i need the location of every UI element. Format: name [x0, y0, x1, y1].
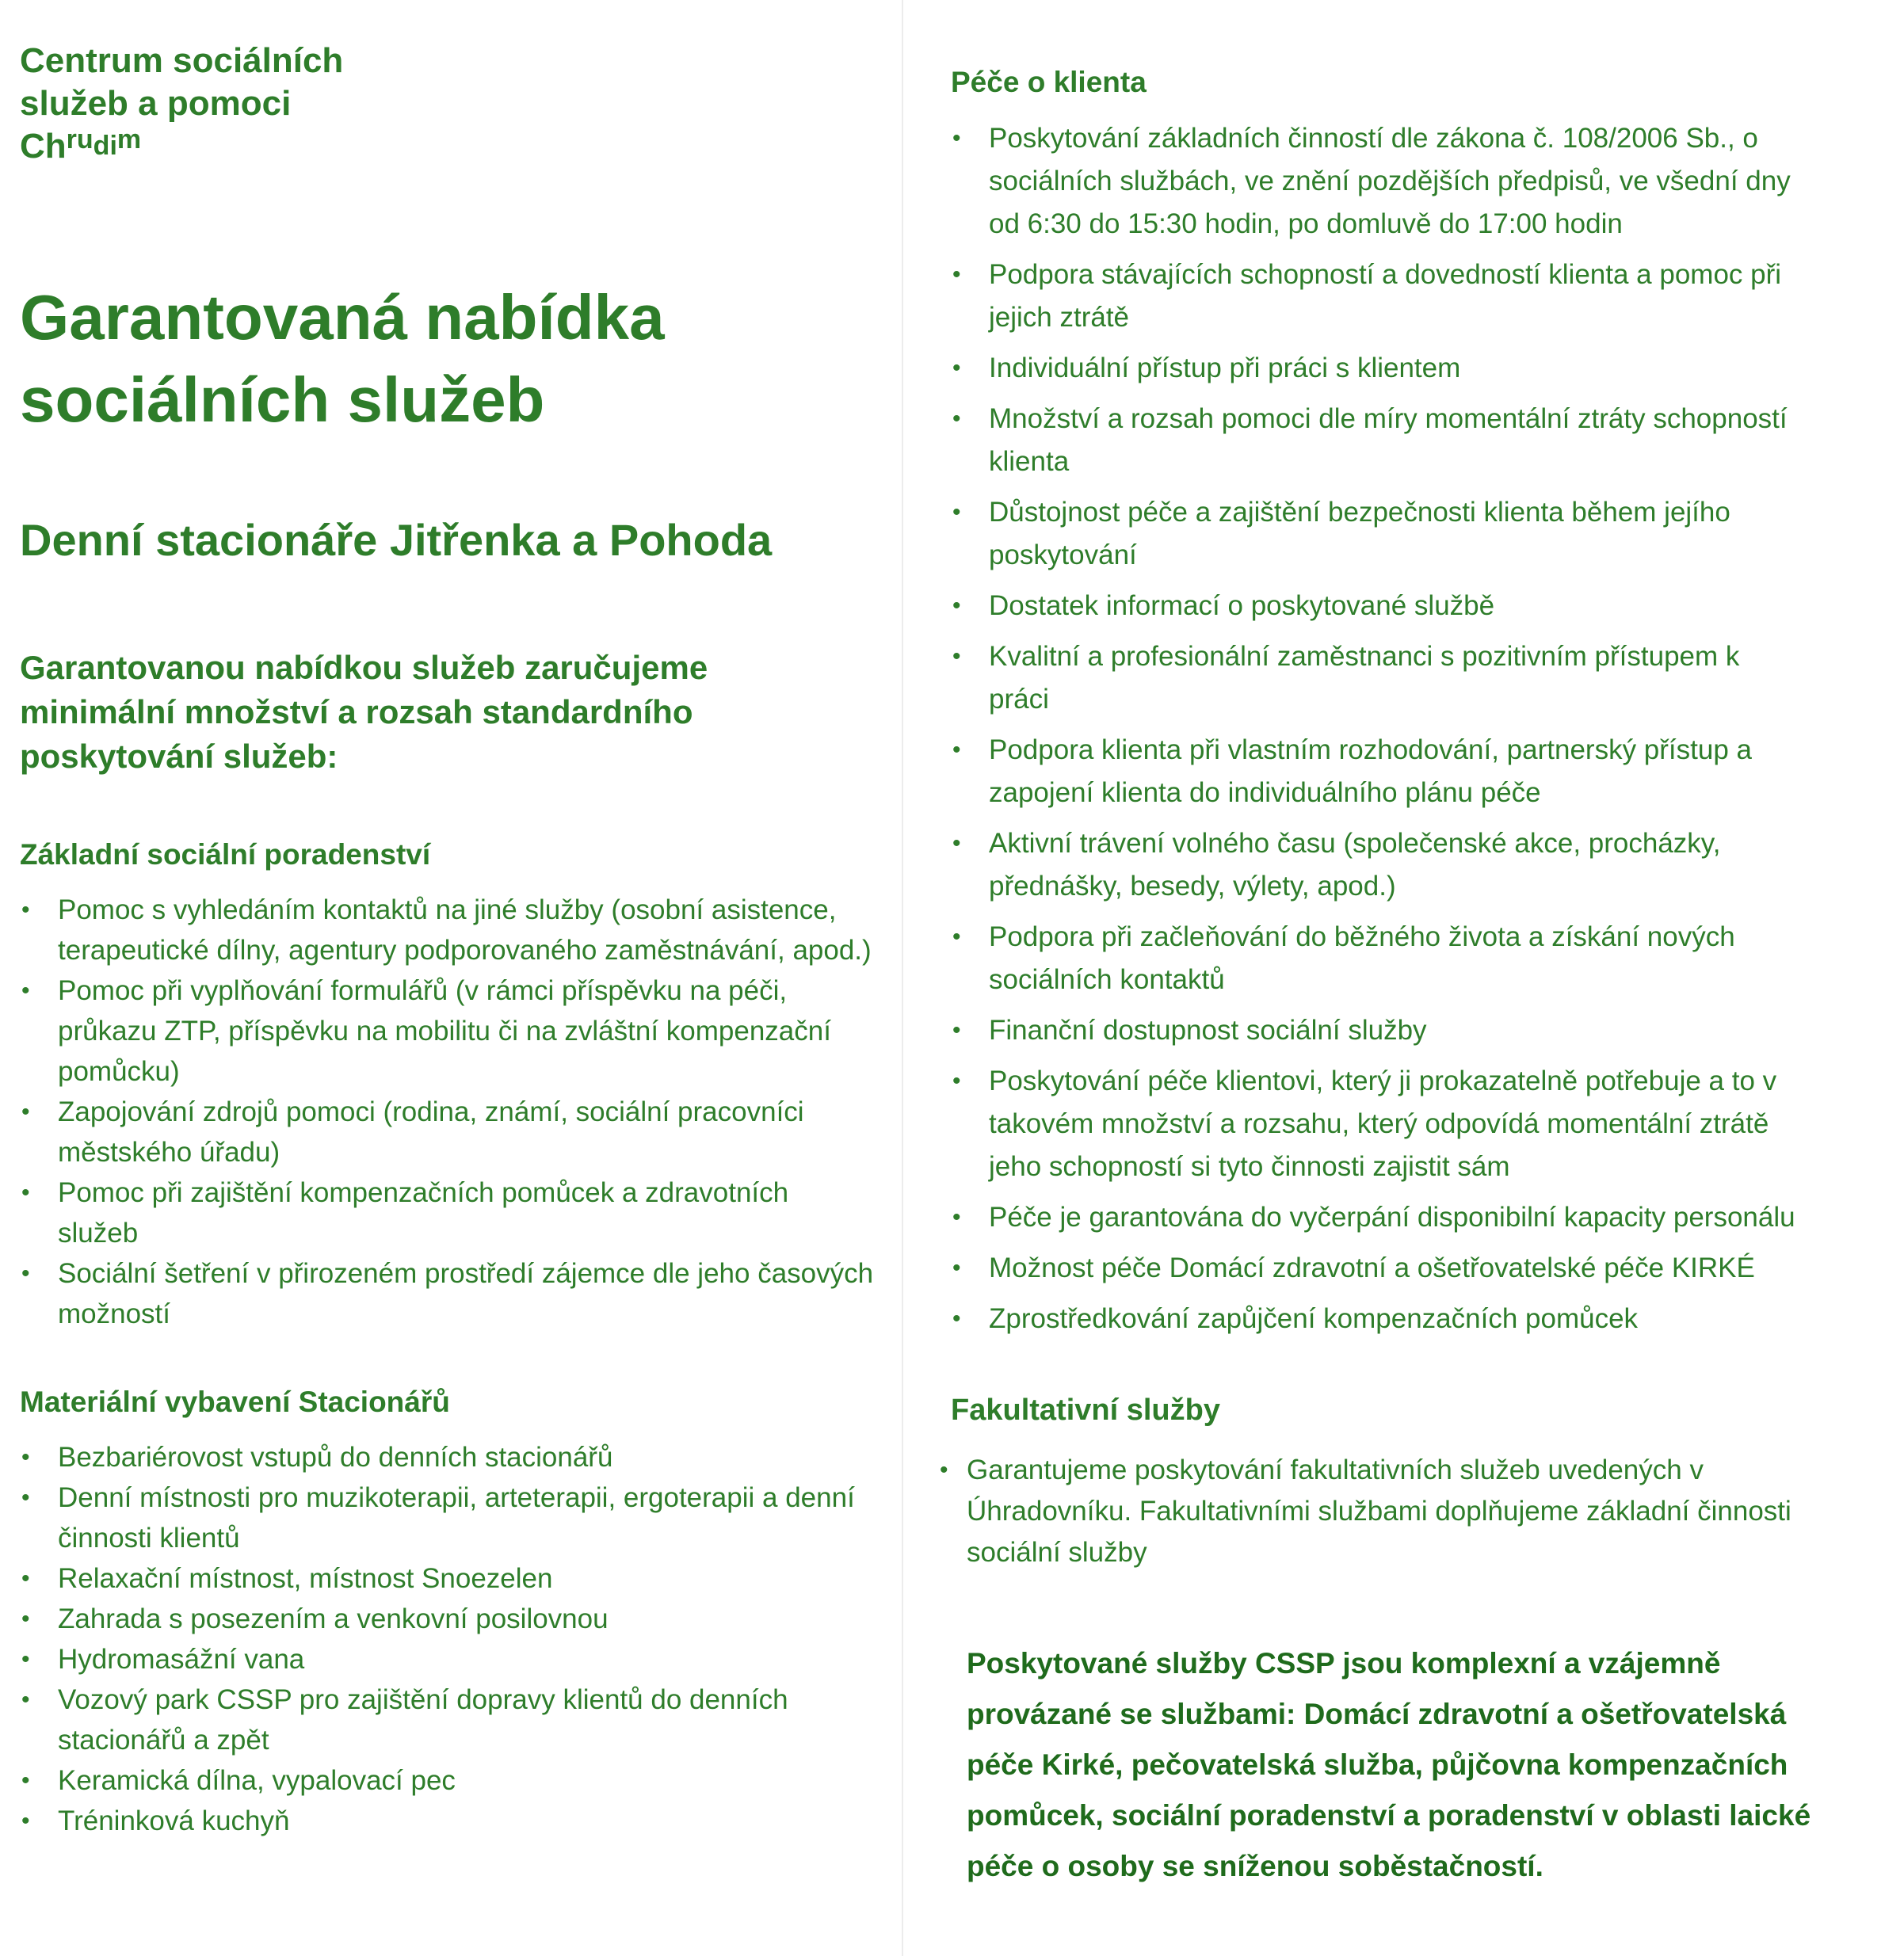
list-item: • Pomoc při vyplňování formulářů (v rámci příspěvku na péči, průkazu ZTP, příspěvku na mobilitu či na zvláštní kompenzační pomůcku) [20, 970, 876, 1092]
right-column [951, 63, 1811, 1892]
intro-text [20, 646, 876, 779]
material-equipment-list [20, 1437, 876, 1841]
page-title [20, 276, 876, 441]
intro-line-3: poskytování služeb: [20, 738, 338, 775]
list-item: • Keramická dílna, vypalovací pec [20, 1760, 876, 1801]
intro-line-2: minimální množství a rozsah standardního [20, 693, 693, 730]
intro-line-1: Garantovanou nabídkou služeb zaručujeme [20, 649, 708, 686]
org-letter: r [66, 124, 77, 154]
org-letter: m [116, 124, 142, 154]
list-item: • Finanční dostupnost sociální služby [951, 1009, 1807, 1052]
org-letter: Ch [20, 127, 67, 166]
section-heading-basic-counseling: Základní sociální poradenství [20, 838, 431, 871]
list-item: • Množství a rozsah pomoci dle míry momentální ztráty schopností klienta [951, 398, 1807, 483]
list-item: • Poskytování základních činností dle zákona č. 108/2006 Sb., o sociálních službách, ve znění pozdějších předpisů, ve všední dny od 6:30 do 15:30 hodin, po domluvě do 17:00 hodin [951, 117, 1807, 246]
list-item: • Garantujeme poskytování fakultativních služeb uvedených v Úhradovníku. Fakultativními službami doplňujeme základní činnosti sociální služby [951, 1450, 1807, 1573]
list-item: • Podpora klienta při vlastním rozhodování, partnerský přístup a zapojení klienta do individuálního plánu péče [951, 729, 1807, 814]
list-item: • Možnost péče Domácí zdravotní a ošetřovatelské péče KIRKÉ [951, 1247, 1807, 1290]
basic-counseling-list [20, 890, 876, 1334]
org-letter: u [76, 124, 93, 154]
list-item: • Péče je garantována do vyčerpání disponibilní kapacity personálu [951, 1196, 1807, 1239]
list-item: • Pomoc při zajištění kompenzačních pomůcek a zdravotních služeb [20, 1172, 876, 1253]
list-item: • Individuální přístup při práci s klientem [951, 347, 1807, 390]
page-fold-line [902, 0, 903, 1956]
org-line-3 [20, 125, 876, 170]
title-line-1: Garantovaná nabídka [20, 282, 665, 353]
organization-name [20, 40, 876, 170]
org-letter: d [93, 131, 110, 161]
list-item: • Zahrada s posezením a venkovní posilovnou [20, 1599, 876, 1639]
list-item: • Aktivní trávení volného času (společenské akce, procházky, přednášky, besedy, výlety, apod.) [951, 822, 1807, 908]
optional-services-list [951, 1450, 1807, 1573]
list-item: • Tréninková kuchyň [20, 1801, 876, 1841]
list-item: • Zprostředkování zapůjčení kompenzačních pomůcek [951, 1298, 1807, 1340]
section-heading-material-equipment: Materiální vybavení Stacionářů [20, 1386, 450, 1418]
list-item: • Denní místnosti pro muzikoterapii, arteterapii, ergoterapii a denní činnosti klientů [20, 1477, 876, 1558]
list-item: • Dostatek informací o poskytované službě [951, 585, 1807, 627]
client-care-list [951, 117, 1807, 1340]
section-heading-client-care: Péče o klienta [951, 66, 1147, 98]
list-item: • Kvalitní a profesionální zaměstnanci s pozitivním přístupem k práci [951, 635, 1807, 721]
list-item: • Bezbariérovost vstupů do denních stacionářů [20, 1437, 876, 1477]
list-item: • Zapojování zdrojů pomoci (rodina, známí, sociální pracovníci městského úřadu) [20, 1092, 876, 1172]
list-item: • Relaxační místnost, místnost Snoezelen [20, 1558, 876, 1599]
list-item: • Sociální šetření v přirozeném prostředí zájemce dle jeho časových možností [20, 1253, 876, 1334]
list-item: • Podpora při začleňování do běžného života a získání nových sociálních kontaktů [951, 916, 1807, 1001]
section-heading-optional-services: Fakultativní služby [951, 1394, 1220, 1427]
list-item: • Podpora stávajících schopností a dovedností klienta a pomoc při jejich ztrátě [951, 254, 1807, 339]
title-line-2: sociálních služeb [20, 364, 545, 435]
org-line-1: Centrum sociálních [20, 41, 344, 80]
org-letter: i [109, 131, 117, 161]
list-item: • Poskytování péče klientovi, který ji prokazatelně potřebuje a to v takovém množství a rozsahu, který odpovídá momentální ztrátě jeho schopností si tyto činnosti zajistit sám [951, 1060, 1807, 1188]
list-item: • Důstojnost péče a zajištění bezpečnosti klienta během jejího poskytování [951, 491, 1807, 577]
closing-statement: Poskytované služby CSSP jsou komplexní a vzájemně provázané se službami: Domácí zdravotní a ošetřovatelská péče Kirké, pečovatelská služba, půjčovna kompenzačních pomůcek, sociální poradenství a poradenství v oblasti laické péče o osoby se sníženou soběstačností. [967, 1647, 1811, 1882]
left-column [20, 40, 876, 1841]
page-subtitle: Denní stacionáře Jitřenka a Pohoda [20, 515, 773, 565]
list-item: • Hydromasážní vana [20, 1639, 876, 1680]
list-item: • Pomoc s vyhledáním kontaktů na jiné služby (osobní asistence, terapeutické dílny, agentury podporovaného zaměstnávání, apod.) [20, 890, 876, 970]
org-line-2: služeb a pomoci [20, 84, 292, 123]
list-item: • Vozový park CSSP pro zajištění dopravy klientů do denních stacionářů a zpět [20, 1680, 876, 1760]
